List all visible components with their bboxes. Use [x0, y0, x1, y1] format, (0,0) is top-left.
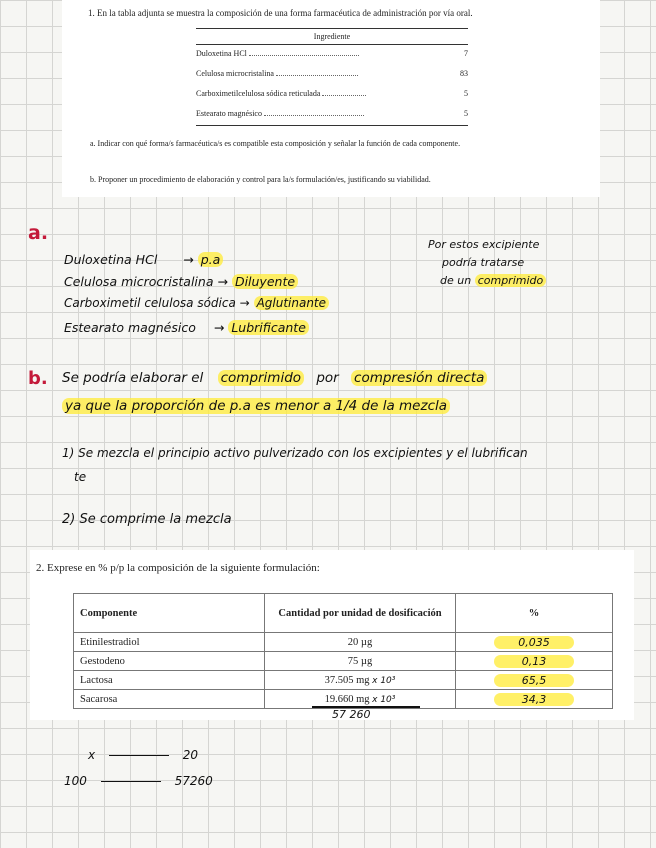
side-note-1: Por estos excipiente [428, 238, 540, 251]
highlight-proporcion: ya que la proporción de p.a es menor a 1/4 de la mezcla [62, 398, 450, 414]
percent-cell: 34,3 [456, 690, 613, 709]
question-2-title: 2. Exprese en % p/p la composición de la siguiente formulación: [36, 562, 320, 574]
note-line-highlight: p.a [198, 252, 224, 267]
calc-row-2: 100 57260 [64, 774, 213, 788]
calc-row-1: x 20 [88, 748, 199, 762]
table-row [196, 65, 468, 85]
table-row [74, 633, 613, 652]
quantity-cell: 19.660 mg x 10³ [265, 690, 456, 709]
side-note-highlight: comprimido [475, 274, 547, 287]
percent-cell: 65,5 [456, 671, 613, 690]
ingredient-value: 83 [460, 69, 468, 78]
ingredient-name: Carboximetilcelulosa sódica reticulada [196, 89, 321, 98]
ingredient-value: 7 [464, 49, 468, 58]
table-row [196, 85, 468, 105]
ingredient-name: Estearato magnésico [196, 109, 262, 118]
component-cell: Sacarosa [74, 690, 265, 709]
highlight-comprimido: comprimido [218, 370, 304, 386]
quantity-cell: 20 µg [265, 633, 456, 652]
question-2-card [30, 550, 634, 720]
note-line-highlight: Aglutinante [254, 296, 329, 310]
note-line-3 [64, 296, 329, 310]
answer-b-line-2 [62, 398, 450, 414]
highlight-compresion-directa: compresión directa [351, 370, 487, 386]
note-line-left: Estearato magnésico [64, 320, 196, 335]
question-1b: b. Proponer un procedimiento de elaboración y control para la/s formulación/es, justificando su viabilidad. [90, 175, 431, 184]
ingredient-value: 5 [438, 105, 468, 126]
header-percent: % [456, 594, 613, 633]
answer-b-label: b. [28, 368, 48, 389]
percent-cell: 0,13 [456, 652, 613, 671]
component-cell: Etinilestradiol [74, 633, 265, 652]
note-line-left: Duloxetina HCl [64, 252, 158, 267]
answer-b-line-1: Se podría elaborar el comprimido por compresión directa [62, 370, 487, 386]
table-header-row [74, 594, 613, 633]
arrow-icon: → [183, 252, 194, 267]
note-line-left: Carboximetil celulosa sódica [64, 296, 236, 310]
ingredient-name: Celulosa microcristalina [196, 69, 274, 78]
component-cell: Gestodeno [74, 652, 265, 671]
note-line-4 [64, 320, 309, 335]
table-row [196, 105, 468, 126]
ingredient-value: 5 [464, 89, 468, 98]
note-line-highlight: Diluyente [232, 274, 298, 289]
note-line-left: Celulosa microcristalina [64, 274, 214, 289]
step-1: 1) Se mezcla el principio activo pulverizado con los excipientes y el lubrifican [62, 446, 528, 460]
note-line-1 [64, 252, 223, 267]
arrow-icon: → [217, 274, 228, 289]
side-note-3: de un comprimido [440, 274, 546, 287]
quantity-cell: 75 µg [265, 652, 456, 671]
formulation-table [73, 593, 613, 709]
percent-cell: 0,035 [456, 633, 613, 652]
step-1-continued: te [74, 470, 87, 484]
arrow-icon: → [213, 320, 225, 335]
note-line-2 [64, 274, 298, 289]
note-line-highlight: Lubrificante [228, 320, 309, 335]
side-note-2: podría tratarse [442, 256, 525, 269]
header-component: Componente [74, 594, 265, 633]
step-2: 2) Se comprime la mezcla [62, 512, 232, 527]
question-1-title: 1. En la tabla adjunta se muestra la composición de una forma farmacéutica de administración por vía oral. [88, 8, 473, 18]
table-row [74, 652, 613, 671]
table-row [196, 45, 468, 66]
table-row [74, 671, 613, 690]
ingredient-name: Duloxetina HCl [196, 49, 247, 58]
component-cell: Lactosa [74, 671, 265, 690]
answer-a-label: a. [28, 222, 49, 244]
question-1a: a. Indicar con qué forma/s farmacéutica/s es compatible esta composición y señalar la función de cada componente. [90, 139, 461, 148]
quantity-cell: 37.505 mg x 10³ [265, 671, 456, 690]
arrow-icon: → [239, 296, 250, 310]
sum-value: 57 260 [332, 708, 371, 721]
ingredient-table [196, 28, 468, 126]
header-quantity: Cantidad por unidad de dosificación [265, 594, 456, 633]
ingredient-header: Ingrediente [196, 29, 468, 45]
question-1-card [62, 0, 600, 197]
